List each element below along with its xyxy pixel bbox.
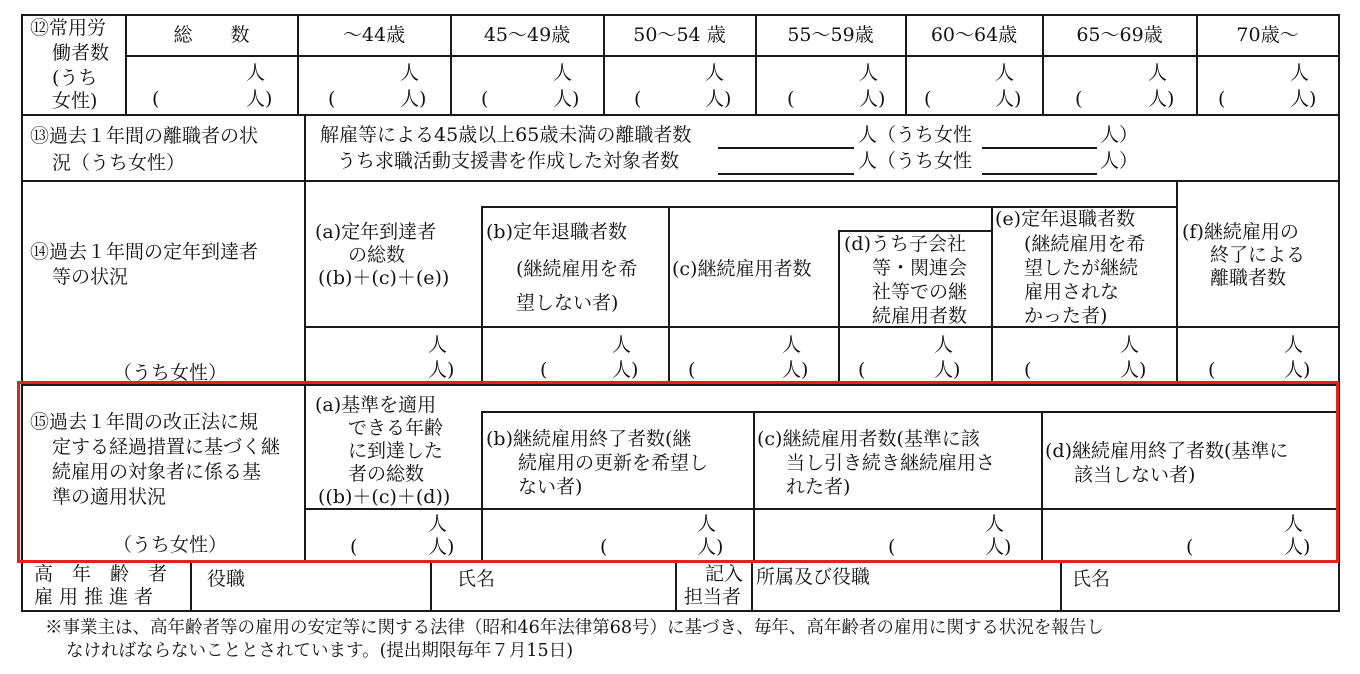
r14-f-unit: 人 xyxy=(1284,334,1304,356)
row12-mid xyxy=(125,55,1340,57)
row14-women-label: （うち女性） xyxy=(113,362,228,384)
r14-b-close: 人) xyxy=(612,359,639,381)
row15-d-2: 該当しない者) xyxy=(1074,464,1196,486)
note-line-2: なければならないこととされています。(提出期限毎年７月15日) xyxy=(66,641,574,661)
r14-c-open: ( xyxy=(688,359,696,381)
row12-label-4: 女性) xyxy=(52,90,98,112)
row14-b-3: 望しない者) xyxy=(516,292,619,314)
count-total-open: ( xyxy=(152,88,160,110)
count-to44-unit: 人 xyxy=(400,62,420,84)
row15-label-1: ⑮過去１年間の改正法に規 xyxy=(30,411,259,433)
foot-v1 xyxy=(190,560,192,610)
row14-a-1: (a)定年到達者 xyxy=(315,221,437,243)
row15-c-1: (c)継続雇用者数(基準に該 xyxy=(757,428,980,450)
row13-line2-blank[interactable] xyxy=(718,173,854,175)
row15-a-2: できる年齢 xyxy=(348,417,444,439)
row14-v5 xyxy=(1176,180,1178,384)
row14-e-3: 望したが継続 xyxy=(1024,257,1139,279)
row14-v3 xyxy=(838,230,840,384)
header-to44: ～44歳 xyxy=(342,24,406,46)
note-line-1: ※事業主は、高年齢者等の雇用の安定等に関する法律（昭和46年法律第68号）に基づき、毎年、高年齢者の雇用に関する状況を報告し xyxy=(45,618,1104,638)
row13-line1-end: 人） xyxy=(1100,124,1139,146)
row13-label-1: ⑬過去１年間の離職者の状 xyxy=(30,125,259,147)
header-55-59: 55～59歳 xyxy=(787,24,874,46)
row14-d-3: 社等での継 xyxy=(872,281,968,303)
promoter-label-2: 雇 用 推 進 者 xyxy=(34,586,154,608)
r15-c-open: ( xyxy=(888,536,896,558)
r15-d-unit: 人 xyxy=(1284,513,1304,535)
promoter-label-1: 高 年 齢 者 xyxy=(34,563,168,585)
row12-label-2: 働者数 xyxy=(52,42,110,64)
count-60-64-open: ( xyxy=(924,88,932,110)
row14-v2 xyxy=(668,206,670,384)
count-45-49-open: ( xyxy=(481,88,489,110)
r15-d-open: ( xyxy=(1186,536,1194,558)
row14-e-4: 雇用されな xyxy=(1024,281,1120,303)
header-45-49: 45～49歳 xyxy=(483,24,571,46)
count-65-69-close: 人) xyxy=(1148,88,1175,110)
row15-a-5: ((b)＋(c)＋(d)) xyxy=(318,486,451,508)
row15-a-3: に到達した xyxy=(348,440,444,462)
count-50-54-open: ( xyxy=(634,88,642,110)
count-55-59-open: ( xyxy=(787,88,795,110)
r14-e-open: ( xyxy=(1024,359,1032,381)
row15-women-label: （うち女性） xyxy=(113,534,228,556)
r14-b-open: ( xyxy=(540,359,548,381)
header-total: 総 数 xyxy=(173,24,250,46)
r15-b-unit: 人 xyxy=(697,513,717,535)
foot-v2 xyxy=(430,560,432,610)
row15-b-3: ない者) xyxy=(518,476,583,498)
r15-d-close: 人) xyxy=(1284,536,1311,558)
r15-b-open: ( xyxy=(600,536,608,558)
r14-d-open: ( xyxy=(858,359,866,381)
count-55-59-unit: 人 xyxy=(859,62,879,84)
header-60-64: 60～64歳 xyxy=(930,24,1018,46)
row14-a-2: の総数 xyxy=(348,244,406,266)
row14-b-2: (継続雇用を希 xyxy=(516,258,638,280)
row14-label-2: 等の状況 xyxy=(52,266,129,288)
count-60-64-close: 人) xyxy=(995,88,1022,110)
row14-d-1: (d)うち子会社 xyxy=(844,233,966,255)
r14-e-close: 人) xyxy=(1120,359,1147,381)
row13-label-2: 況（うち女性） xyxy=(52,152,186,174)
r14-b-unit: 人 xyxy=(612,334,632,356)
row14-e-1: (e)定年退職者数 xyxy=(995,208,1136,230)
row14-d-4: 続雇用者数 xyxy=(872,305,968,327)
r14-d-unit: 人 xyxy=(934,334,954,356)
count-45-49-unit: 人 xyxy=(553,62,573,84)
row13-line2-women-blank[interactable] xyxy=(982,173,1097,175)
header-65-69: 65～69歳 xyxy=(1076,24,1163,46)
count-50-54-unit: 人 xyxy=(705,62,725,84)
row14-e-2: (継続雇用を希 xyxy=(1024,233,1146,255)
r15-a-close: 人) xyxy=(428,536,455,558)
row15-b-1: (b)継続雇用終了者数(継 xyxy=(486,428,692,450)
count-65-69-unit: 人 xyxy=(1148,62,1168,84)
row15-label-2: 定する経過措置に基づく継 xyxy=(52,436,281,458)
foot-v4 xyxy=(751,560,753,610)
row15-d-1: (d)継続雇用終了者数(基準に xyxy=(1045,440,1289,462)
highlight-box xyxy=(17,381,1339,563)
r14-a-close: 人) xyxy=(428,359,455,381)
r14-f-open: ( xyxy=(1208,359,1216,381)
r15-c-unit: 人 xyxy=(985,513,1005,535)
row12-bottom xyxy=(21,114,1340,116)
r14-c-close: 人) xyxy=(782,359,809,381)
recorder-name-label: 氏名 xyxy=(1072,568,1111,590)
row14-f-2: 終了による xyxy=(1210,244,1306,266)
r14-f-close: 人) xyxy=(1284,359,1311,381)
row13-bottom xyxy=(21,180,1340,182)
row14-a-3: ((b)＋(c)＋(e)) xyxy=(318,267,450,289)
promoter-name-label: 氏名 xyxy=(457,568,496,590)
count-total-unit: 人 xyxy=(246,62,266,84)
r15-a-open: ( xyxy=(350,536,358,558)
row14-b-1: (b)定年退職者数 xyxy=(486,221,627,243)
r14-d-close: 人) xyxy=(934,359,961,381)
row13-line1-label: 解雇等による45歳以上65歳未満の離職者数 xyxy=(320,124,692,146)
count-55-59-close: 人) xyxy=(859,88,886,110)
count-65-69-open: ( xyxy=(1075,88,1083,110)
row13-line1-women-blank[interactable] xyxy=(982,147,1097,149)
recorder-label-1: 記入 xyxy=(705,563,744,585)
row15-label-3: 続雇用の対象者に係る基 xyxy=(52,461,262,483)
count-70plus-close: 人) xyxy=(1290,88,1317,110)
count-total-close: 人) xyxy=(246,88,273,110)
row14-mid xyxy=(304,326,1340,328)
row14-d-top xyxy=(838,230,991,232)
row13-line1-blank[interactable] xyxy=(718,147,854,149)
count-70plus-open: ( xyxy=(1218,88,1226,110)
row14-c: (c)継続雇用者数 xyxy=(672,258,812,280)
row14-e-5: かった者) xyxy=(1024,305,1108,327)
r14-c-unit: 人 xyxy=(782,334,802,356)
frame-bottom xyxy=(21,610,1340,612)
row15-label-4: 準の適用状況 xyxy=(52,486,167,508)
row14-f-3: 離職者数 xyxy=(1210,267,1287,289)
count-to44-open: ( xyxy=(328,88,336,110)
header-50-54: 50～54 歳 xyxy=(633,24,726,46)
row13-line2-label: うち求職活動支援書を作成した対象者数 xyxy=(337,150,680,172)
count-70plus-unit: 人 xyxy=(1290,62,1310,84)
count-60-64-unit: 人 xyxy=(995,62,1015,84)
count-45-49-close: 人) xyxy=(553,88,580,110)
row13-line2-mid: 人（うち女性 xyxy=(858,150,973,172)
foot-v5 xyxy=(1060,560,1062,610)
recorder-label-2: 担当者 xyxy=(684,586,742,608)
row15-c-2: 当し引き続き継続雇用さ xyxy=(786,452,996,474)
header-70plus: 70歳～ xyxy=(1236,24,1299,46)
count-50-54-close: 人) xyxy=(705,88,732,110)
r15-b-close: 人) xyxy=(697,536,724,558)
row15-b-2: 続雇用の更新を希望し xyxy=(518,452,709,474)
r15-c-close: 人) xyxy=(985,536,1012,558)
r15-a-unit: 人 xyxy=(428,513,448,535)
r14-a-unit: 人 xyxy=(428,334,448,356)
row14-v4 xyxy=(991,206,993,384)
foot-v3 xyxy=(675,560,677,610)
row15-c-3: れた者) xyxy=(786,476,851,498)
row14-f-1: (f)継続雇用の xyxy=(1182,221,1299,243)
row15-a-1: (a)基準を適用 xyxy=(315,394,437,416)
r14-e-unit: 人 xyxy=(1120,334,1140,356)
row12-label-3: (うち xyxy=(52,67,98,89)
recorder-dept-label: 所属及び役職 xyxy=(756,566,871,588)
row13-line2-end: 人） xyxy=(1100,150,1139,172)
row13-line1-mid: 人（うち女性 xyxy=(858,124,973,146)
count-to44-close: 人) xyxy=(400,88,427,110)
frame-top xyxy=(21,14,1340,16)
row14-v1 xyxy=(481,206,483,384)
promoter-position-label: 役職 xyxy=(207,568,246,590)
row15-a-4: 者の総数 xyxy=(348,463,425,485)
row14-label-1: ⑭過去１年間の定年到達者 xyxy=(30,241,259,263)
row12-label-1: ⑫常用労 xyxy=(30,17,107,39)
row14-d-2: 等・関連会 xyxy=(872,257,968,279)
